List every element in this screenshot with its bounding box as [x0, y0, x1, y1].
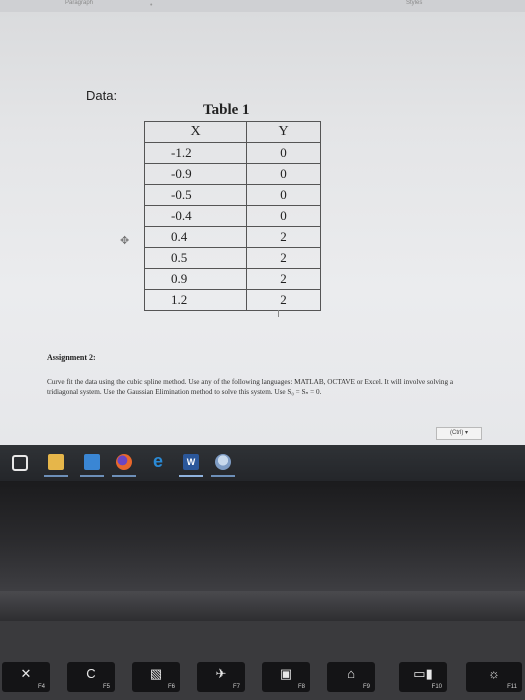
key-f11[interactable]: [466, 662, 522, 692]
key-f5[interactable]: [67, 662, 115, 692]
key-f9[interactable]: [327, 662, 375, 692]
assignment-title: Assignment 2:: [47, 353, 96, 362]
paste-options-button[interactable]: (Ctrl) ▾: [436, 427, 482, 440]
windows-taskbar: [0, 445, 525, 481]
x-cell: 0.9: [145, 269, 247, 290]
text-caret: [278, 310, 279, 317]
data-table: [144, 121, 321, 311]
y-cell: 0: [247, 206, 321, 227]
key-label: F8: [297, 684, 305, 690]
key-label: F7: [232, 684, 240, 690]
y-cell: 2: [247, 227, 321, 248]
key-label: F6: [167, 684, 175, 690]
key-label: F9: [362, 684, 370, 690]
key-f10[interactable]: [399, 662, 447, 692]
refresh-icon: C: [86, 666, 96, 681]
table-row: [145, 143, 321, 164]
word-icon[interactable]: W: [183, 454, 199, 470]
touchpad-icon: ▧: [149, 666, 163, 681]
y-cell: 0: [247, 185, 321, 206]
column-header-x: X: [145, 122, 247, 143]
key-f7[interactable]: [197, 662, 245, 692]
paint-icon[interactable]: [215, 454, 231, 470]
table-header-row: [145, 122, 321, 143]
camera-icon: ▣: [279, 666, 293, 681]
table-title: Table 1: [203, 102, 250, 118]
paint-active-bar: [211, 475, 235, 477]
x-cell: -0.5: [145, 185, 247, 206]
table-row: [145, 185, 321, 206]
task-view-icon[interactable]: [12, 455, 28, 471]
ribbon-styles-label[interactable]: Styles: [406, 0, 423, 6]
x-cell: 0.5: [145, 248, 247, 269]
word-active-bar: [179, 475, 203, 477]
laptop-bezel: [0, 481, 525, 591]
x-cell: 1.2: [145, 290, 247, 311]
brightness-down-icon: ☼: [488, 666, 500, 681]
ribbon-tick: •: [150, 2, 153, 9]
store-icon[interactable]: [84, 454, 100, 470]
store-active-bar: [80, 475, 104, 477]
lock-icon: ⌂: [347, 666, 355, 681]
y-cell: 0: [247, 164, 321, 185]
key-label: F4: [37, 684, 45, 690]
mute-mic-icon: ✕: [20, 666, 32, 681]
display-icon: ▭▮: [413, 666, 433, 681]
x-cell: -0.4: [145, 206, 247, 227]
edge-icon[interactable]: e: [152, 451, 163, 471]
key-label: F10: [431, 684, 442, 690]
table-row: [145, 269, 321, 290]
table-move-handle-icon[interactable]: ✥: [120, 235, 130, 247]
table-row: [145, 227, 321, 248]
key-label: F11: [507, 684, 517, 690]
y-cell: 2: [247, 248, 321, 269]
table-row: [145, 290, 321, 311]
x-cell: -1.2: [145, 143, 247, 164]
airplane-icon: ✈: [215, 666, 227, 681]
firefox-icon[interactable]: [116, 454, 132, 470]
ribbon-paragraph-label[interactable]: Paragraph: [65, 0, 94, 6]
laptop-hinge: [0, 591, 525, 621]
key-f4[interactable]: [2, 662, 50, 692]
x-cell: -0.9: [145, 164, 247, 185]
table-row: [145, 206, 321, 227]
data-heading: Data:: [86, 88, 118, 103]
file-explorer-icon[interactable]: [48, 454, 64, 470]
table-row: [145, 248, 321, 269]
table-row: [145, 164, 321, 185]
file-explorer-active-bar: [44, 475, 68, 477]
y-cell: 2: [247, 269, 321, 290]
ribbon-strip: [0, 0, 525, 12]
column-header-y: Y: [247, 122, 321, 143]
y-cell: 0: [247, 143, 321, 164]
firefox-active-bar: [112, 475, 136, 477]
key-f6[interactable]: [132, 662, 180, 692]
key-f8[interactable]: [262, 662, 310, 692]
x-cell: 0.4: [145, 227, 247, 248]
assignment-body: Curve fit the data using the cubic spline method. Use any of the following languages: MATLAB, OCTAVE or Excel. It will involve solving a tridiagonal system. Use the Gaussian Elimination method to solve this system. Use S₀ = Sₙ = 0.: [47, 378, 454, 396]
key-label: F5: [102, 684, 110, 690]
y-cell: 2: [247, 290, 321, 311]
